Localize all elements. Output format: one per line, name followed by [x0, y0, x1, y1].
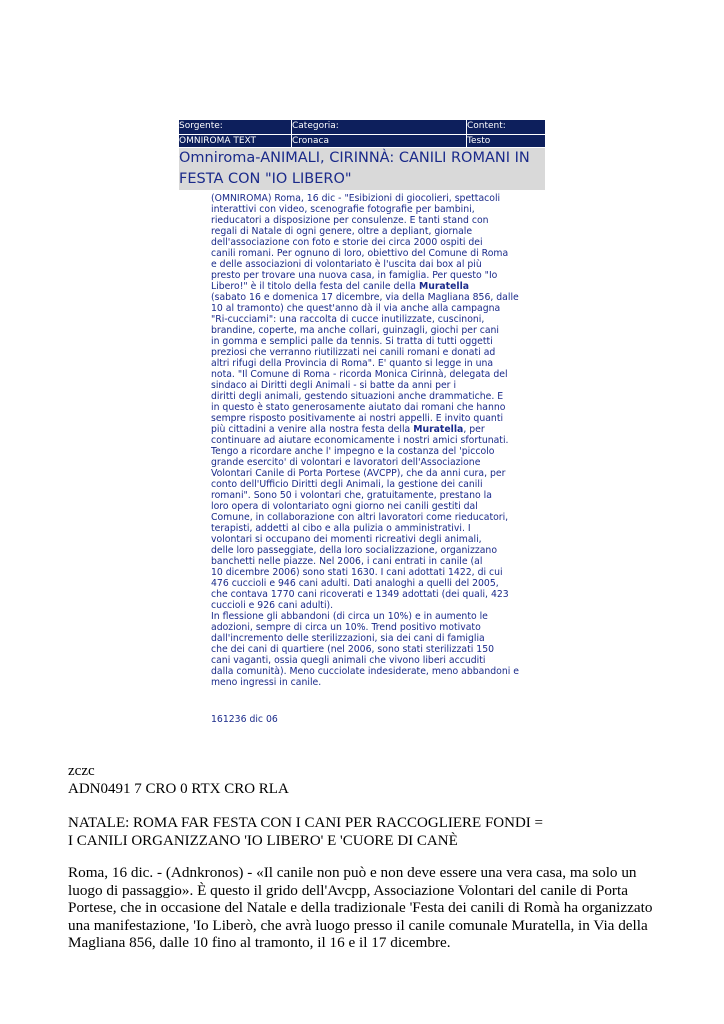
wire-headline-line-2: I CANILI ORGANIZZANO 'IO LIBERO' E 'CUORE DI CANÈ	[68, 833, 458, 849]
wire-headline-line-1: NATALE: ROMA FAR FESTA CON I CANI PER RACCOGLIERE FONDI =	[68, 815, 543, 831]
wire-headline	[68, 814, 668, 850]
category-label: Categoria:	[292, 120, 466, 135]
content-label: Content:	[467, 120, 545, 135]
article-footer-code: 161236 dic 06	[211, 714, 278, 725]
source-cell	[179, 120, 291, 147]
category-value: Cronaca	[292, 136, 329, 146]
article-text-3: , per continuare ad aiutare economicamente i nostri amici sfortunati. Tengo a ricordare anche l' impegno e la costanza del 'piccolo grande esercito' di volontari e lavoratori dell'Associazione Volontari Canile di Porta Portese (AVCPP), che da anni cura, per conto dell'Ufficio Diritti degli Animali, la gestione dei canili romani". Sono 50 i volontari che, gratuitamente, prestano la loro opera di volontariato ogni giorno nei canili gestiti dal Comune, in collaborazione con altri lavoratori come rieducatori, terapisti, addetti al cibo e alla pulizia o amministrativi. I volontari si occupano dei momenti ricreativi degli animali, delle loro passeggiate, della loro socializzazione, organizzano banchetti nelle piazze. Nel 2006, i cani entrati in canile (al 10 dicembre 2006) sono stati 1630. I cani adottati 1422, di cui 476 cuccioli e 946 cani adulti. Dati analoghi a quelli del 2005, che contava 1770 cani ricoverati e 1349 adottati (dei quali, 423 cuccioli e 926 cani adulti). In flessione gli abbandoni (di circa un 10%) e in aumento le adozioni, sempre di circa un 10%. Trend positivo motivato dall'incremento delle sterilizzazioni, sia dei cani di famiglia che dei cani di quartiere (nel 2006, sono stati sterilizzati 150 cani vaganti, ossia quegli animali che vivono liberi accuditi dalla comunità). Meno cucciolate indesiderate, meno abbandoni e meno ingressi in canile.	[211, 424, 519, 688]
wire-code: ADN0491 7 CRO 0 RTX CRO RLA	[68, 781, 289, 797]
source-value: OMNIROMA TEXT	[179, 136, 257, 146]
wire-body: Roma, 16 dic. - (Adnkronos) - «Il canile non può e non deve essere una vera casa, ma solo un luogo di passaggio». È questo il grido dell'Avcpp, Associazione Volontari del canile di Porta Portese, che in occasione del Natale e della tradizionale 'Festa dei canili di Romà ha organizzato una manifestazione, 'Io Liberò, che avrà luogo presso il canile comunale Muratella, in Via della Magliana 856, dalle 10 fino al tramonto, il 16 e il 17 dicembre.	[68, 864, 653, 951]
content-cell	[467, 120, 545, 147]
article-body	[211, 193, 521, 688]
article-text-2: (sabato 16 e domenica 17 dicembre, via della Magliana 856, dalle 10 al tramonto) che quest'anno dà il via anche alla campagna "Ri-cucciami": una raccolta di cucce inutilizzate, cuscinoni, brandine, coperte, ma anche collari, guinzagli, giochi per cani in gomma e semplici palle da tennis. Si tratta di tutti oggetti preziosi che verranno riutilizzati nei canili romani e donati ad altri rifugi della Provincia di Roma". E' quanto si legge in una nota. "Il Comune di Roma - ricorda Monica Cirinnà, delegata del sindaco ai Diritti degli Animali - si batte da anni per i diritti degli animali, gestendo situazioni anche drammatiche. E in questo è stato generosamente aiutato dai romani che hanno sempre risposto positivamente ai nostri appelli. E invito quanti più cittadini a venire alla nostra festa della	[211, 292, 519, 435]
source-label: Sorgente:	[179, 120, 291, 135]
article-title: Omniroma-ANIMALI, CIRINNÀ: CANILI ROMANI IN FESTA CON "IO LIBERO"	[179, 148, 545, 190]
category-cell	[292, 120, 466, 147]
article-text-1: (OMNIROMA) Roma, 16 dic - "Esibizioni di giocolieri, spettacoli interattivi con video, scenografie fotografie per bambini, rieducatori a disposizione per consulenze. E tanti stand con regali di Natale di ogni genere, oltre a depliant, giornale dell'associazione con foto e storie dei circa 2000 ospiti dei canili romani. Per ognuno di loro, obiettivo del Comune di Roma e delle associazioni di volontariato è l'uscita dai box al più presto per trovare una nuova casa, in famiglia. Per questo "Io Libero!" è il titolo della festa del canile della	[211, 193, 509, 292]
wire-zczc: zczc	[68, 763, 95, 779]
content-value: Testo	[467, 136, 491, 146]
article-bold-2: Muratella	[413, 424, 464, 435]
article-bold-1: Muratella	[418, 281, 470, 292]
